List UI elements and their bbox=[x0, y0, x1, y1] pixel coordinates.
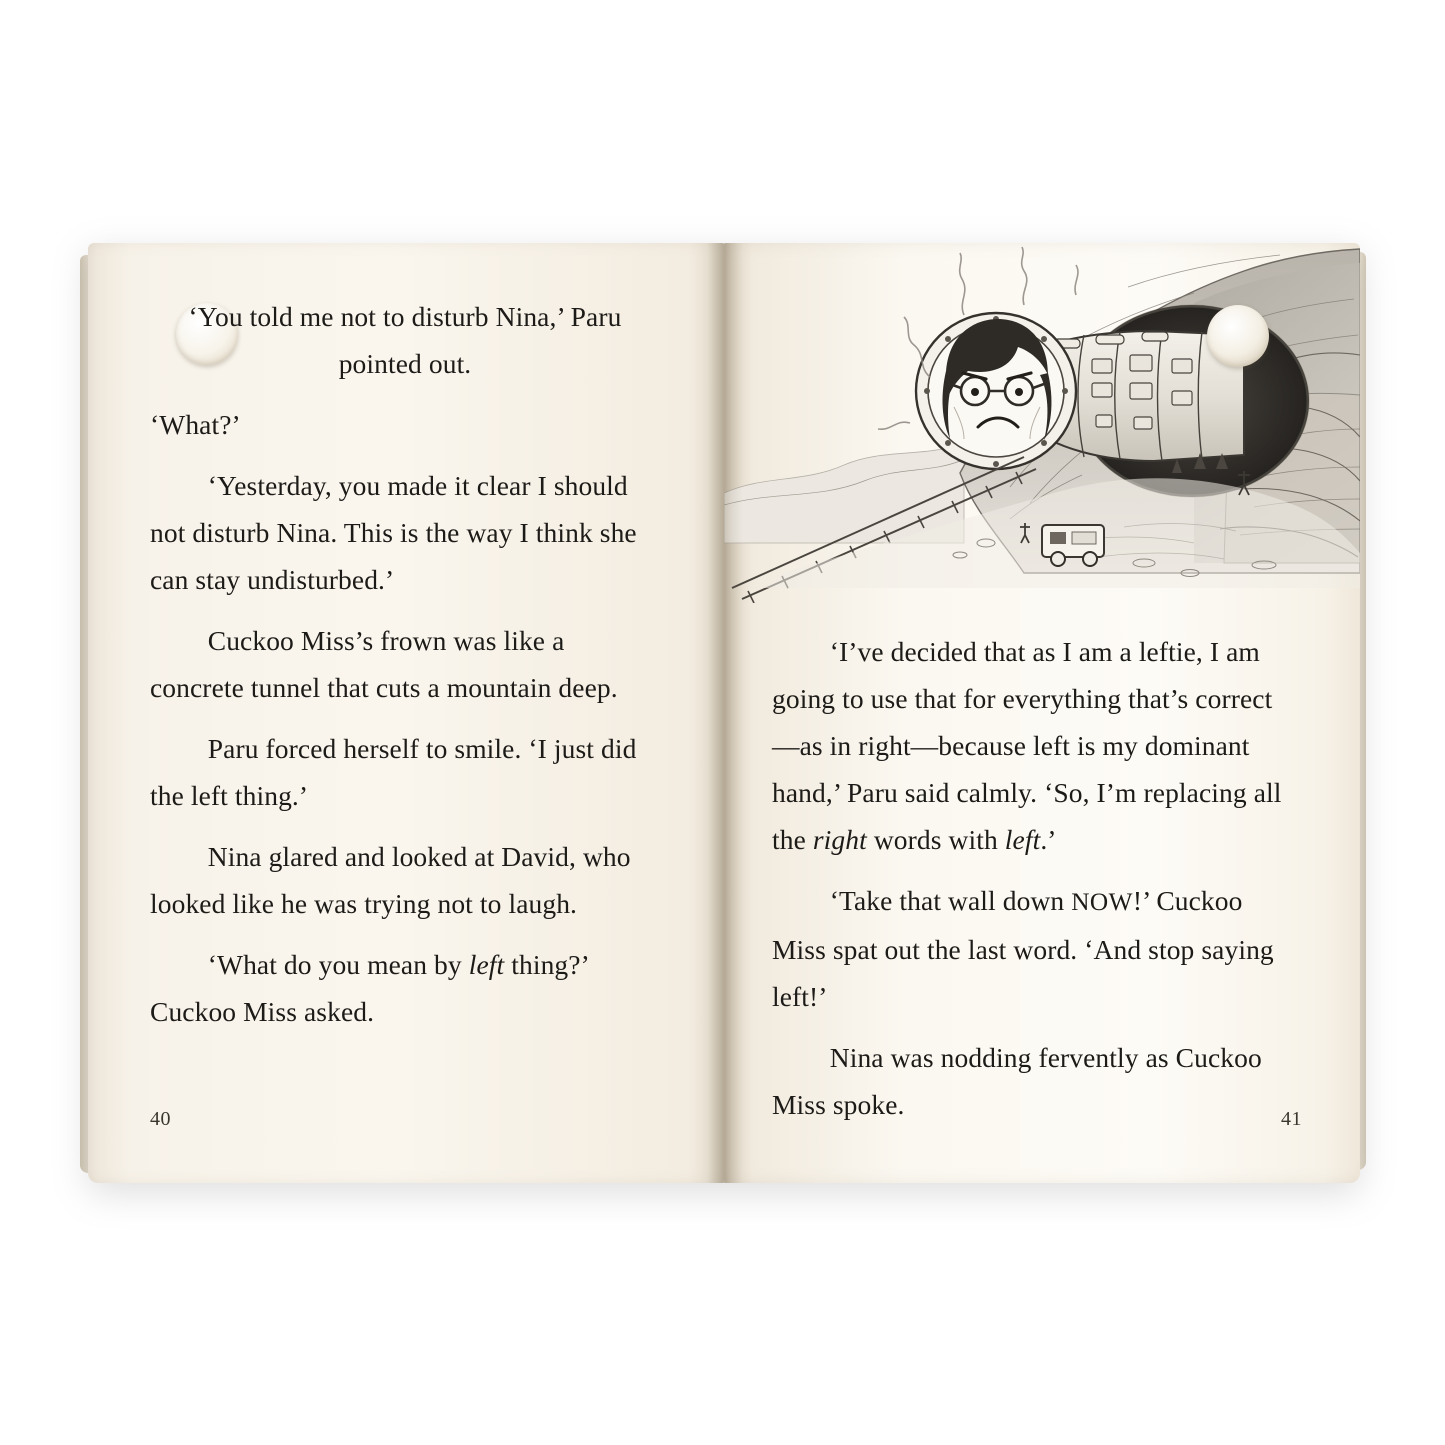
paragraph-with-smallcaps bbox=[772, 877, 1292, 1020]
left-page-text-column bbox=[150, 293, 660, 1035]
paragraph-part: ‘I’ve decided that as I am a leftie, I am going to use that for everything that’s correct—as in right—because left is my dominant hand,’ Paru said calmly. ‘So, I’m replacing all the bbox=[772, 636, 1282, 855]
paragraph-with-italic bbox=[150, 941, 660, 1035]
paragraph-part: .’ bbox=[1040, 824, 1057, 855]
paragraph-part: !’ Cuckoo Miss spat out the last word. ‘And stop saying left!’ bbox=[772, 885, 1274, 1012]
italic-word: right bbox=[812, 824, 867, 855]
illustration-train-tunnel bbox=[724, 243, 1360, 603]
paragraph: ‘You told me not to disturb Nina,’ Paru pointed out. bbox=[188, 301, 622, 379]
open-book bbox=[88, 243, 1360, 1183]
paragraph-part: ‘What do you mean by bbox=[207, 949, 469, 980]
italic-word: left bbox=[468, 949, 505, 980]
left-page bbox=[88, 243, 724, 1183]
paragraph-part: ‘Take that wall down bbox=[829, 885, 1072, 916]
paragraph: Nina was nodding fervently as Cuckoo Miss spoke. bbox=[772, 1042, 1262, 1120]
page-number-right: 41 bbox=[1281, 1108, 1302, 1130]
paragraph: ‘Yesterday, you made it clear I should not disturb Nina. This is the way I think she can stay undisturbed.’ bbox=[150, 470, 637, 595]
right-page bbox=[724, 243, 1360, 1183]
right-page-text-column bbox=[772, 628, 1292, 1128]
paper-hole-right-icon bbox=[1207, 305, 1269, 367]
page-number-left: 40 bbox=[150, 1108, 171, 1130]
paragraph-with-italic bbox=[772, 628, 1292, 863]
italic-word: left bbox=[1004, 824, 1041, 855]
smallcaps-word: NOW bbox=[1071, 888, 1133, 916]
paragraph: ‘What?’ bbox=[150, 409, 241, 440]
paragraph: Nina glared and looked at David, who looked like he was trying not to laugh. bbox=[150, 841, 631, 919]
paragraph: Cuckoo Miss’s frown was like a concrete tunnel that cuts a mountain deep. bbox=[150, 625, 618, 703]
paragraph: Paru forced herself to smile. ‘I just did the left thing.’ bbox=[150, 733, 637, 811]
paragraph-part: thing?’ Cuckoo Miss asked. bbox=[150, 949, 588, 1027]
paragraph-part: words with bbox=[866, 824, 1005, 855]
